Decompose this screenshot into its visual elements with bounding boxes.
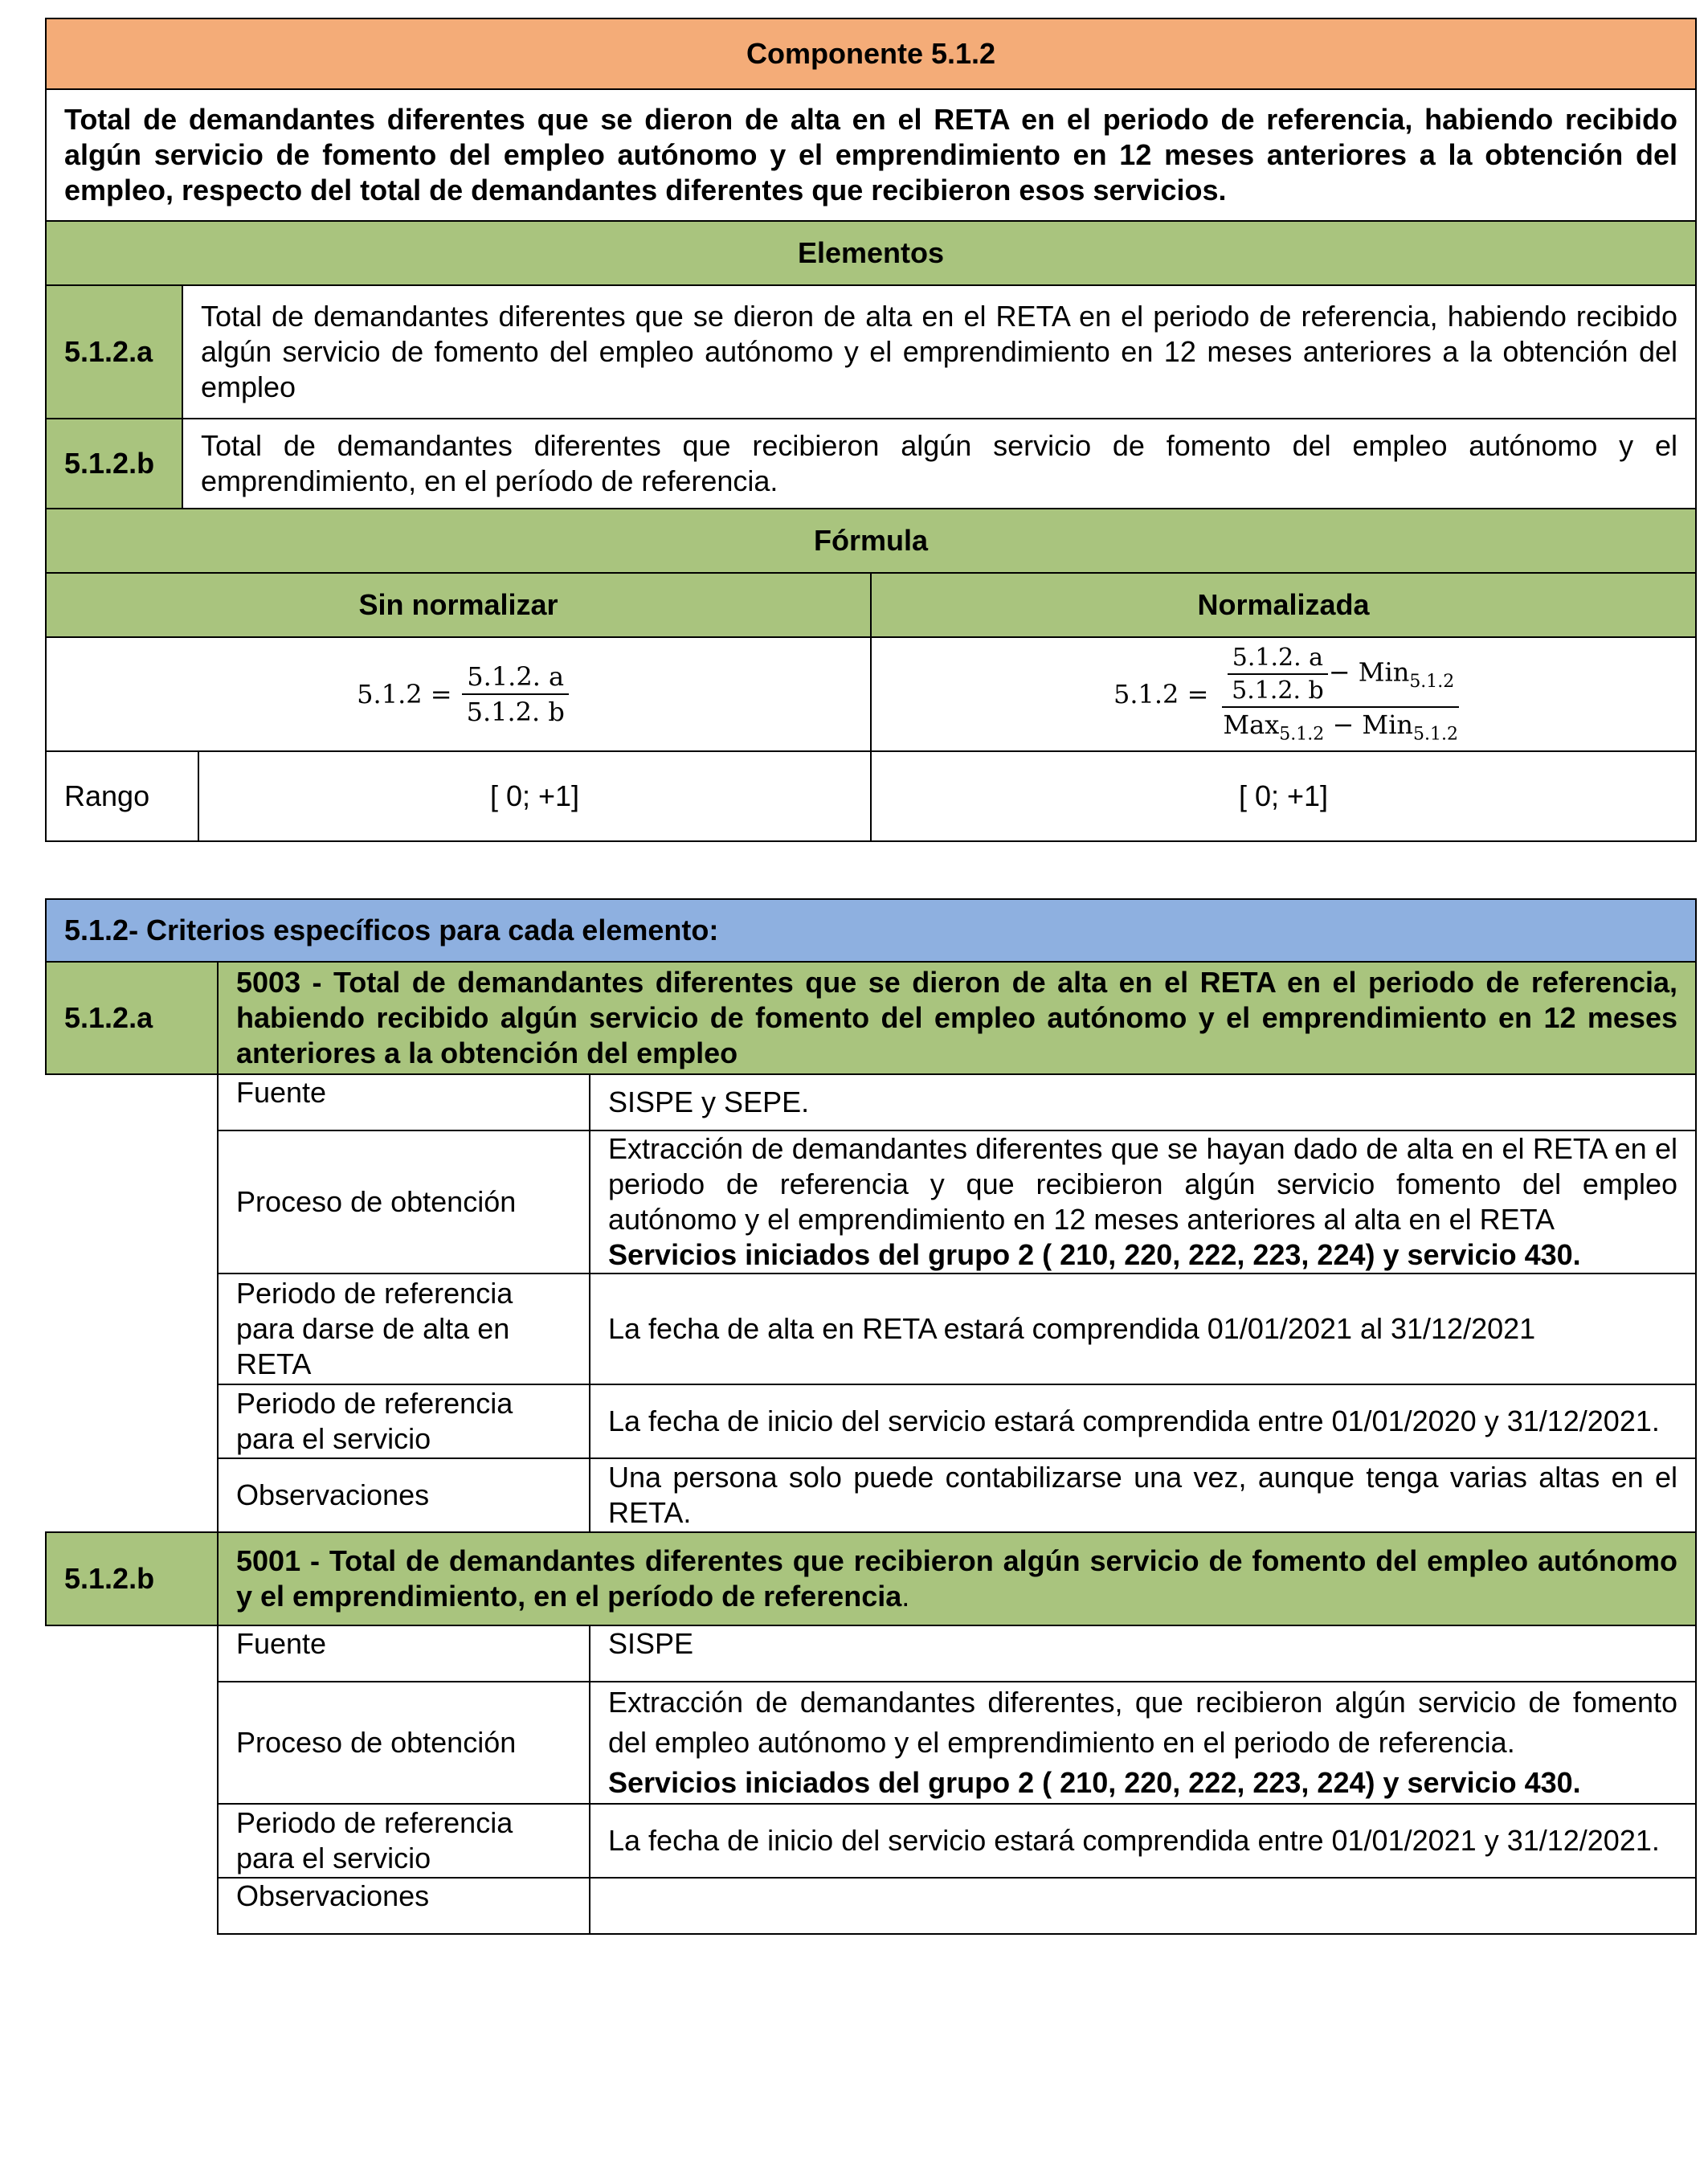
formula-norm-fraction	[1218, 644, 1463, 744]
criteria-a-observaciones-label: Observaciones	[218, 1458, 590, 1532]
formula-norm-sub2: 5.1.2	[1279, 724, 1325, 745]
criteria-a-periodo-alta-label: Periodo de referencia para darse de alta en RETA	[218, 1274, 590, 1384]
formula-col-normalized: Normalizada	[871, 573, 1696, 637]
formula-col-raw: Sin normalizar	[46, 573, 871, 637]
component-table	[45, 18, 1697, 842]
criteria-a-proceso-bold: Servicios iniciados del grupo 2 ( 210, 220, 222, 223, 224) y servicio 430.	[608, 1238, 1581, 1271]
formula-raw-fraction	[462, 661, 570, 727]
criteria-b-fuente: SISPE	[590, 1625, 1696, 1682]
element-code-b: 5.1.2.b	[46, 419, 182, 509]
criteria-b-fuente-label: Fuente	[218, 1625, 590, 1682]
criteria-a-proceso	[590, 1130, 1696, 1274]
criteria-a-periodo-servicio-label: Periodo de referencia para el servicio	[218, 1384, 590, 1458]
formula-raw-denominator: 5.1.2. b	[466, 697, 565, 727]
criteria-b-observaciones	[590, 1878, 1696, 1934]
criteria-b-periodo-servicio-label: Periodo de referencia para el servicio	[218, 1804, 590, 1878]
criteria-table	[45, 898, 1697, 1935]
formula-norm-max: Max	[1223, 709, 1280, 741]
criteria-a-spacer	[46, 1074, 218, 1532]
formula-norm-den-minus-min: − Min	[1324, 709, 1414, 741]
element-text-b: Total de demandantes diferentes que recibieron algún servicio de fomento del empleo autónomo y el emprendimiento, en el período de referencia.	[182, 419, 1696, 509]
criteria-a-periodo-servicio: La fecha de inicio del servicio estará comprendida entre 01/01/2020 y 31/12/2021.	[590, 1384, 1696, 1458]
criteria-b-title: 5001 - Total de demandantes diferentes que recibieron algún servicio de fomento del empleo autónomo y el emprendimiento, en el período de referencia	[236, 1544, 1677, 1613]
criteria-b-proceso	[590, 1682, 1696, 1804]
range-normalized: [ 0; +1]	[871, 751, 1696, 841]
criteria-b-proceso-label: Proceso de obtención	[218, 1682, 590, 1804]
formula-raw-numerator: 5.1.2. a	[462, 661, 569, 695]
formula-norm-sub1: 5.1.2	[1409, 672, 1455, 693]
elements-heading: Elementos	[46, 221, 1696, 285]
element-text-a: Total de demandantes diferentes que se dieron de alta en el RETA en el periodo de referencia, habiendo recibido algún servicio de fomento del empleo autónomo y el emprendimiento en 12 meses anteriores a la obtención del empleo	[182, 285, 1696, 419]
criteria-b-proceso-bold: Servicios iniciados del grupo 2 ( 210, 220, 222, 223, 224) y servicio 430.	[608, 1766, 1581, 1799]
criteria-a-fuente-label: Fuente	[218, 1074, 590, 1130]
range-raw: [ 0; +1]	[198, 751, 871, 841]
criteria-b-spacer	[46, 1625, 218, 1934]
formula-normalized	[871, 637, 1696, 751]
criteria-a-title: 5003 - Total de demandantes diferentes que se dieron de alta en el RETA en el periodo de referencia, habiendo recibido algún servicio de fomento del empleo autónomo y el emprendimiento en 12 meses anteriores a la obtención del empleo	[218, 962, 1696, 1074]
formula-norm-inner-den: 5.1.2. b	[1232, 677, 1324, 705]
criteria-a-proceso-label: Proceso de obtención	[218, 1130, 590, 1274]
formula-norm-lhs: 5.1.2 =	[1113, 678, 1209, 709]
criteria-heading: 5.1.2- Criterios específicos para cada elemento:	[46, 899, 1696, 962]
criteria-b-code: 5.1.2.b	[46, 1532, 218, 1625]
criteria-a-fuente: SISPE y SEPE.	[590, 1074, 1696, 1130]
component-title: Componente 5.1.2	[46, 18, 1696, 89]
formula-norm-denominator	[1218, 708, 1463, 744]
range-label: Rango	[46, 751, 198, 841]
criteria-a-proceso-text: Extracción de demandantes diferentes que se hayan dado de alta en el RETA en el periodo de referencia y que recibieron algún servicio fomento del empleo autónomo y el emprendimiento en 12 meses anteriores al alta en el RETA	[608, 1132, 1677, 1236]
criteria-b-proceso-text: Extracción de demandantes diferentes, que recibieron algún servicio de fomento del empleo autónomo y el emprendimiento en el periodo de referencia.	[608, 1686, 1677, 1759]
formula-raw	[46, 637, 871, 751]
criteria-b-title-end: .	[901, 1580, 910, 1613]
formula-norm-sub3: 5.1.2	[1413, 724, 1459, 745]
formula-norm-minus-min: − Min	[1328, 656, 1410, 688]
component-description: Total de demandantes diferentes que se dieron de alta en el RETA en el periodo de referencia, habiendo recibido algún servicio de fomento del empleo autónomo y el emprendimiento en 12 meses anteriores a la obtención del empleo, respecto del total de demandantes diferentes que recibieron esos servicios.	[46, 89, 1696, 221]
formula-norm-inner-num: 5.1.2. a	[1228, 644, 1328, 675]
criteria-a-observaciones: Una persona solo puede contabilizarse una vez, aunque tenga varias altas en el RETA.	[590, 1458, 1696, 1532]
criteria-b-observaciones-label: Observaciones	[218, 1878, 590, 1934]
criteria-b-periodo-servicio: La fecha de inicio del servicio estará comprendida entre 01/01/2021 y 31/12/2021.	[590, 1804, 1696, 1878]
criteria-b-title-cell	[218, 1532, 1696, 1625]
criteria-a-code: 5.1.2.a	[46, 962, 218, 1074]
formula-raw-lhs: 5.1.2 =	[357, 679, 452, 709]
criteria-a-periodo-alta: La fecha de alta en RETA estará comprendida 01/01/2021 al 31/12/2021	[590, 1274, 1696, 1384]
formula-norm-numerator	[1222, 644, 1459, 708]
formula-heading: Fórmula	[46, 509, 1696, 573]
formula-norm-inner-fraction	[1227, 644, 1329, 705]
element-code-a: 5.1.2.a	[46, 285, 182, 419]
